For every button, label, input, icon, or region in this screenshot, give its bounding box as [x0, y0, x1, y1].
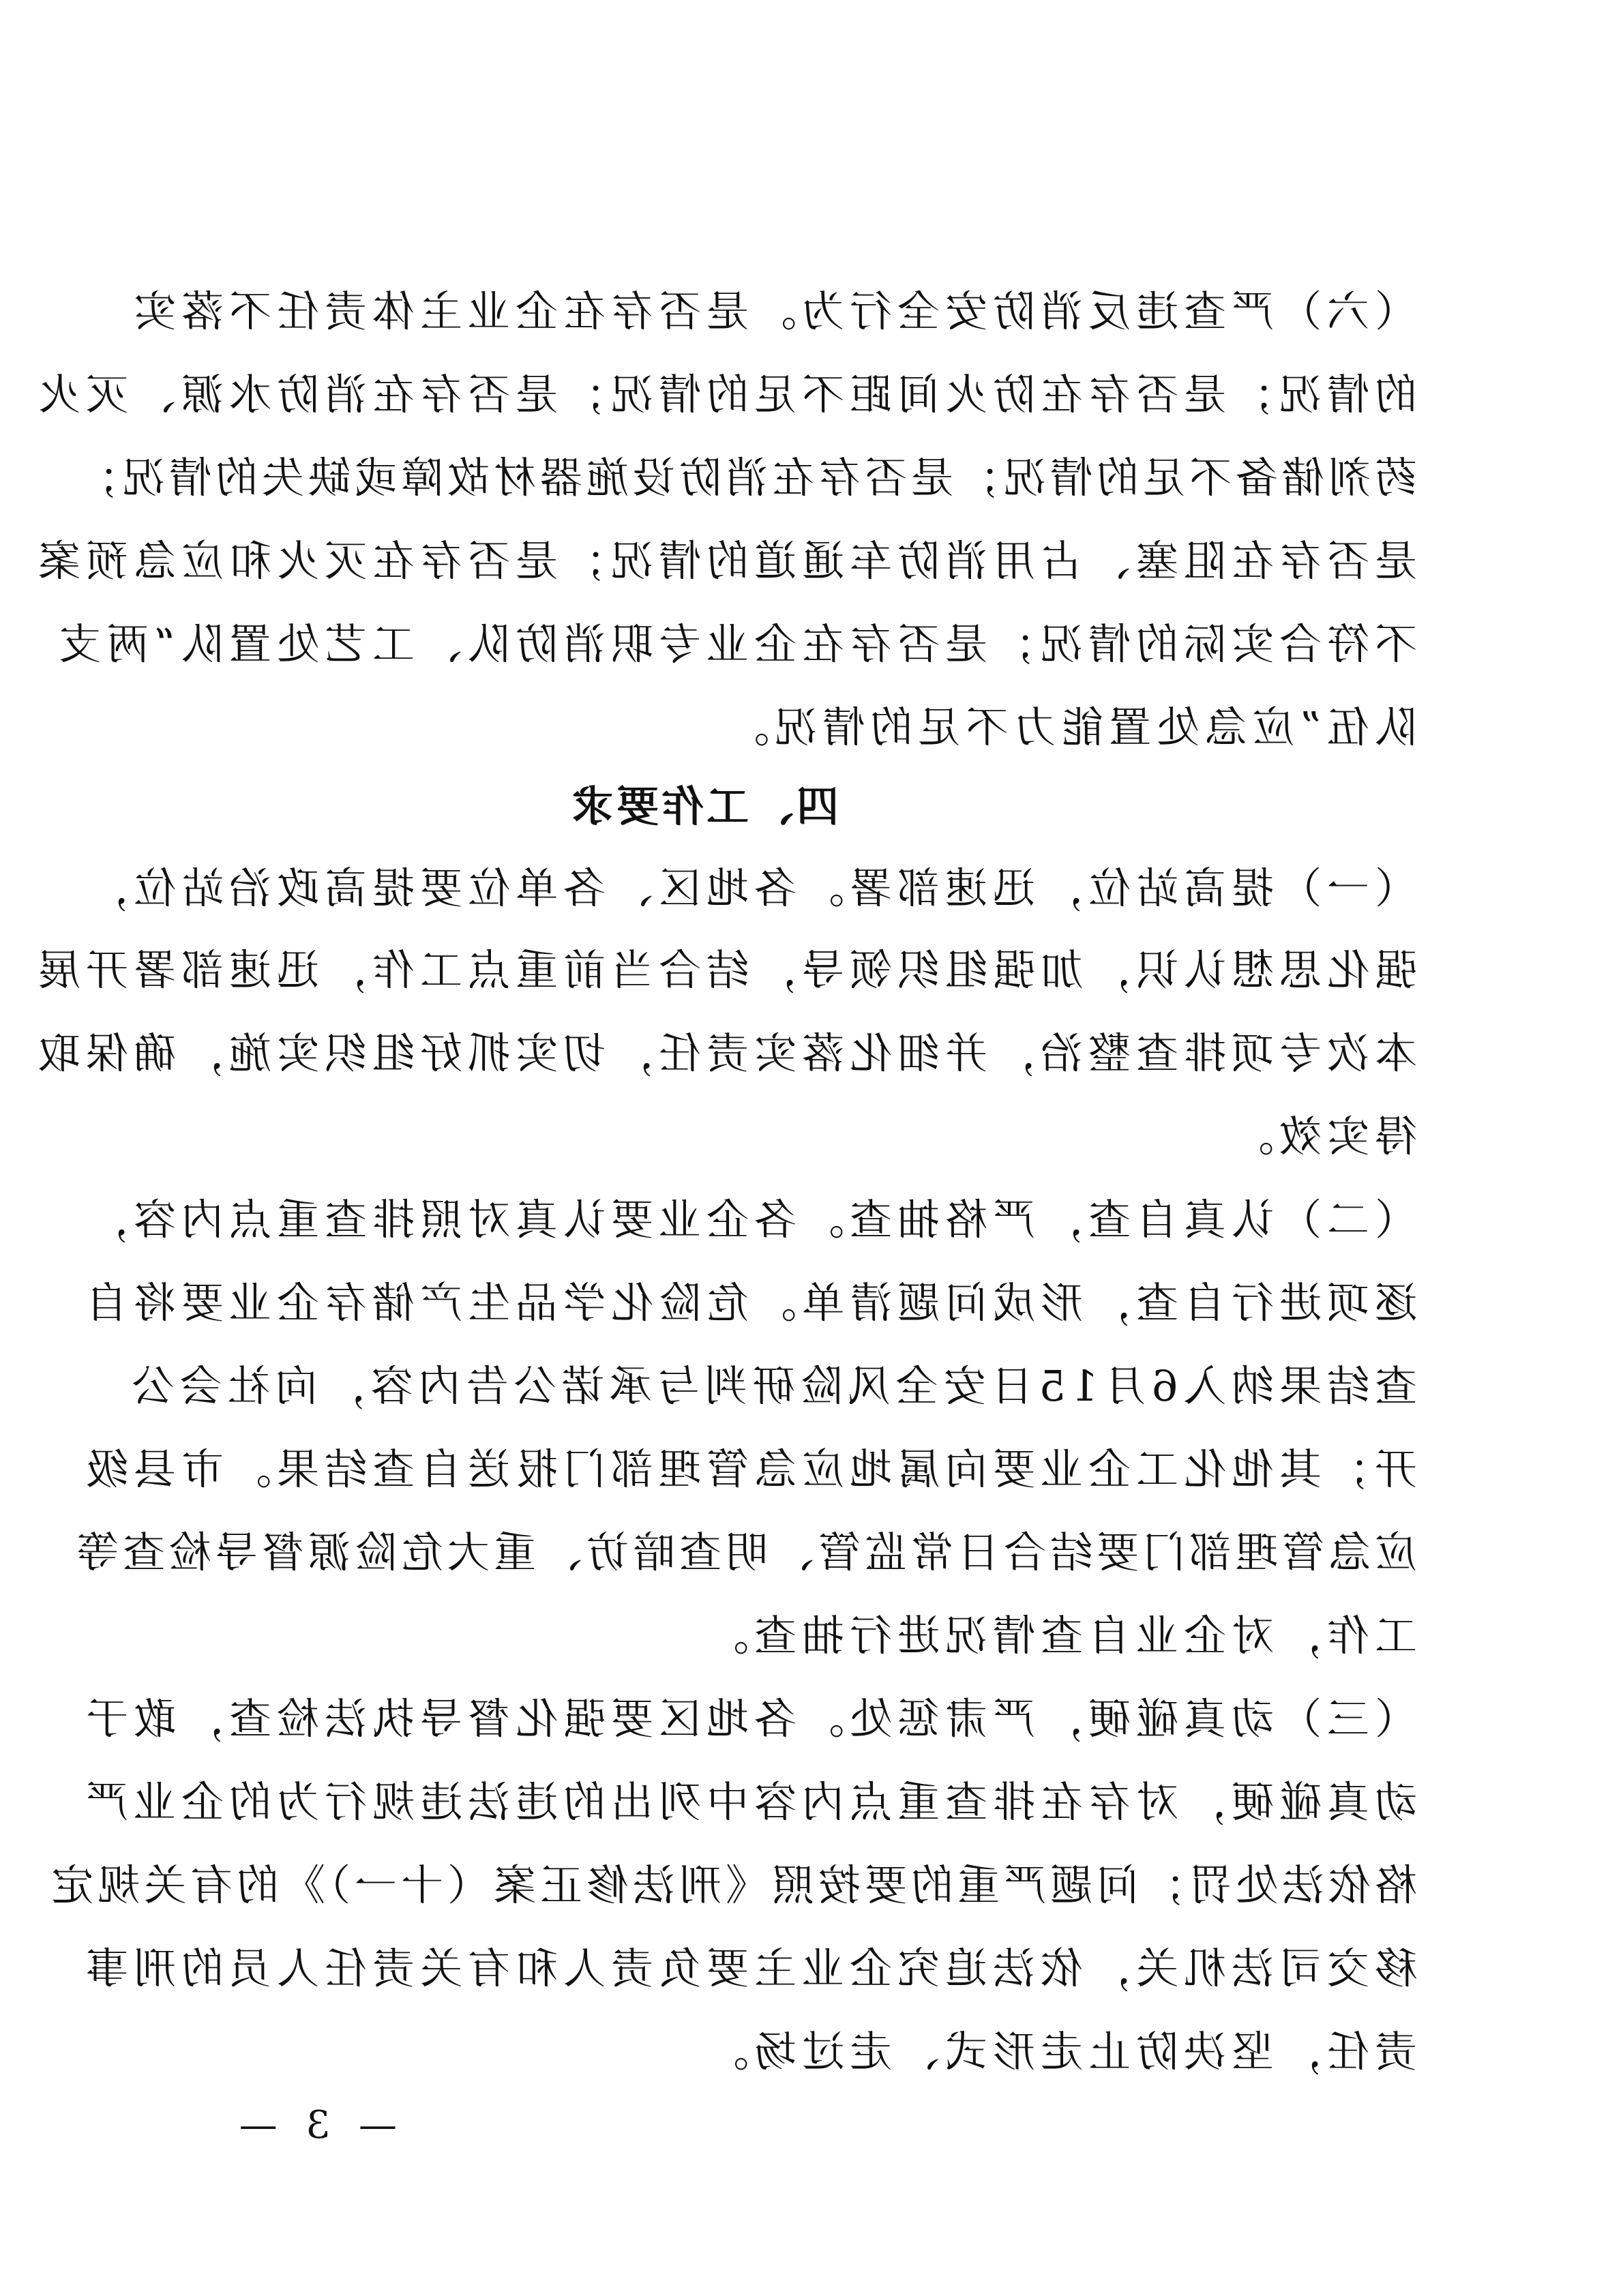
- body-line: [0, 619, 1623, 670]
- body-line: [0, 536, 1623, 586]
- line-text: 队伍”应急处置能力不足的情况。: [721, 702, 1417, 752]
- body-line: [0, 1278, 1623, 1328]
- body-line: [0, 1694, 1623, 1744]
- line-text: 开；其他化工企业要向属地应急管理部门报送自查结果。市县级: [80, 1444, 1417, 1494]
- body-line: [0, 1195, 1623, 1245]
- body-line: [0, 1028, 1623, 1079]
- body-line: [0, 1361, 1623, 1412]
- body-line: [0, 1860, 1623, 1911]
- line-text: 查结果纳入6月15日安全风险研判与承诺公告内容，向社会公: [126, 1361, 1417, 1411]
- line-text: 的情况；是否存在防火间距不足的情况；是否存在消防水源、灭火: [32, 370, 1417, 419]
- page-number-text: — 3 —: [230, 2103, 397, 2147]
- line-text: 移交司法机关，依法追究企业主要负责人和有关责任人员的刑事: [80, 1943, 1417, 1993]
- section-heading: [0, 781, 1623, 832]
- body-line: [0, 945, 1623, 996]
- line-text: （六）严查违反消防安全行为。是否存在企业主体责任不落实: [128, 286, 1417, 336]
- line-text: 应急管理部门要结合日常监管、明查暗访、重大危险源督导检查等: [72, 1527, 1417, 1577]
- body-line: [0, 1611, 1623, 1661]
- body-line: [0, 286, 1623, 337]
- line-text: 本次专项排查整治，并细化落实责任，切实抓好组织实施，确保取: [32, 1028, 1417, 1078]
- body-line: [0, 1943, 1623, 1994]
- body-line: [0, 1444, 1623, 1495]
- line-text: 是否存在阻塞、占用消防车通道的情况；是否存在灭火和应急预案: [32, 536, 1417, 586]
- heading-text: 四、工作要求: [568, 781, 839, 831]
- line-text: 强化思想认识，加强组织领导，结合当前重点工作，迅速部署开展: [32, 945, 1417, 995]
- page-number: [231, 2102, 397, 2149]
- body-line: [0, 1777, 1623, 1828]
- body-line: [0, 1527, 1623, 1578]
- body-line: [0, 702, 1623, 753]
- body-line: [0, 453, 1623, 503]
- body-line: [0, 863, 1623, 914]
- line-text: 不符合实际的情况；是否存在企业专职消防队、工艺处置队“两支: [53, 619, 1417, 669]
- line-text: （二）认真自查，严格抽查。各企业要认真对照排查重点内容，: [80, 1195, 1417, 1244]
- body-line: [0, 370, 1623, 420]
- line-text: 得实效。: [1225, 1112, 1417, 1161]
- line-text: （一）提高站位，迅速部署。各地区、各单位要提高政治站位，: [80, 863, 1417, 913]
- line-text: 责任，坚决防止走形式、走过场。: [700, 2027, 1417, 2076]
- line-text: （三）动真碰硬，严肃惩处。各地区要强化督导执法检查，敢于: [80, 1694, 1417, 1744]
- body-line: [0, 1112, 1623, 1162]
- line-text: 逐项进行自查，形成问题清单。危险化学品生产储存企业要将自: [80, 1278, 1417, 1328]
- line-text: 动真碰硬，对存在排查重点内容中列出的违法违规行为的企业严: [80, 1777, 1417, 1827]
- line-text: 工作，对企业自查情况进行抽查。: [700, 1611, 1417, 1660]
- line-text: 药剂储备不足的情况；是否存在消防设施器材故障或缺失的情况；: [72, 453, 1417, 503]
- line-text: 格依法处罚；问题严重的要按照《刑法修正案（十一）》的有关规定: [46, 1860, 1417, 1910]
- body-line: [0, 2027, 1623, 2077]
